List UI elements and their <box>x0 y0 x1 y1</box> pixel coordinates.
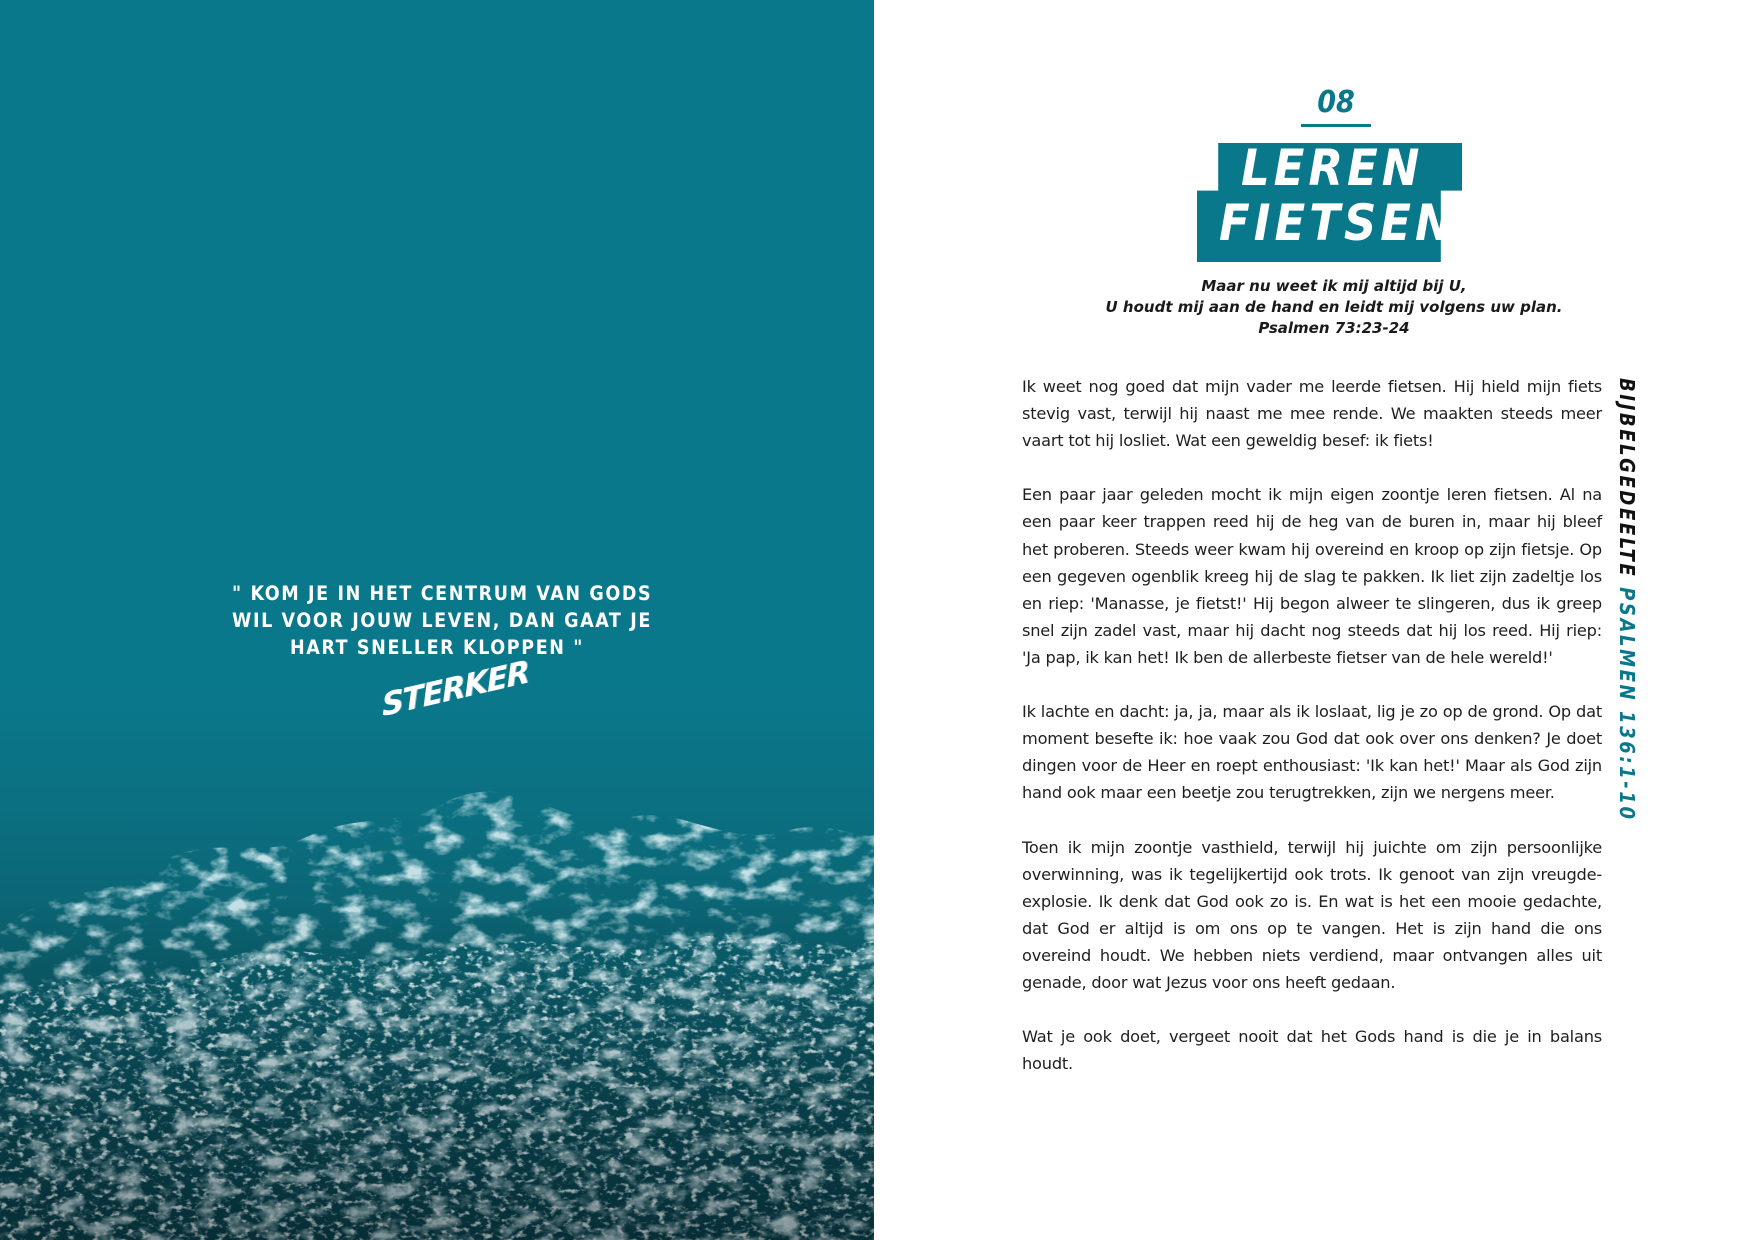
paragraph: Ik lachte en dacht: ja, ja, maar als ik loslaat, lig je zo op de grond. Op dat moment besefte ik: hoe vaak zou God dat ook over ons denken? Je doet dingen voor de Heer en roept enthousiast: 'Ik kan het!' Maar als God zijn hand ook maar een beetje zou terugtrekken, zijn we nergens meer. <box>1022 702 1602 803</box>
bible-passage-label <box>1612 378 1642 822</box>
quote-line: HART SNELLER KLOPPEN " <box>289 636 585 659</box>
paragraph: Wat je ook doet, vergeet nooit dat het Gods hand is die je in balans houdt. <box>1022 1027 1602 1074</box>
title-text <box>1197 139 1462 262</box>
title-line-2: FIETSEN <box>1219 194 1457 252</box>
bible-passage-prefix: BIJBELGEDEELTE <box>1615 378 1639 588</box>
pull-quote <box>232 580 653 661</box>
sterker-logo: STERKER <box>381 653 530 725</box>
bible-passage-reference: PSALMEN 136:1-10 <box>1615 587 1639 822</box>
chapter-number: 08 <box>1317 85 1355 120</box>
verse-reference: Psalmen 73:23-24 <box>1258 319 1410 337</box>
title-line-1: LEREN <box>1241 139 1424 197</box>
bible-verse <box>1054 276 1614 339</box>
quote-line: WIL VOOR JOUW LEVEN, DAN GAAT JE <box>232 609 652 632</box>
paragraph: Ik weet nog goed dat mijn vader me leerde fietsen. Hij hield mijn fiets stevig vast, terwijl hij naast me mee rende. We maakten steeds meer vaart tot hij losliet. Wat een geweldig besef: ik fiets! <box>1022 377 1602 451</box>
body-text <box>1022 373 1602 1105</box>
chapter-number-rule <box>1301 124 1371 127</box>
quote-line: " KOM JE IN HET CENTRUM VAN GODS <box>232 582 653 605</box>
paragraph: Toen ik mijn zoontje vasthield, terwijl hij juichte om zijn persoonlijke overwinning, was ik tegelijkertijd ook trots. Ik genoot van zijn vreugde-explosie. Ik denk dat God ook zo is. En wat is het een mooie gedachte, dat God er altijd is om ons op te vangen. Het is zijn hand die ons overeind houdt. We hebben niets verdiend, maar ontvangen alles uit genade, door wat Jezus voor ons heeft gedaan. <box>1022 837 1602 993</box>
verse-line: U houdt mij aan de hand en leidt mij volgens uw plan. <box>1105 298 1563 316</box>
paragraph: Een paar jaar geleden mocht ik mijn eigen zoontje leren fietsen. Al na een paar keer trappen reed hij de heg van de buren in, maar hij bleef het proberen. Steeds weer kwam hij overeind en kroop op zijn fietsje. Op een gegeven ogenblik kreeg hij de slag te pakken. Ik liet zijn zadeltje los en riep: 'Manasse, je fietst!' Hij begon alweer te slingeren, dus ik greep snel zijn zadel vast, maar hij dacht nog steeds dat hij los reed. Hij riep: 'Ja pap, ik kan het! Ik ben de allerbeste fietser van de hele wereld!' <box>1022 485 1602 667</box>
right-page <box>874 0 1748 1240</box>
verse-line: Maar nu weet ik mij altijd bij U, <box>1201 277 1467 295</box>
